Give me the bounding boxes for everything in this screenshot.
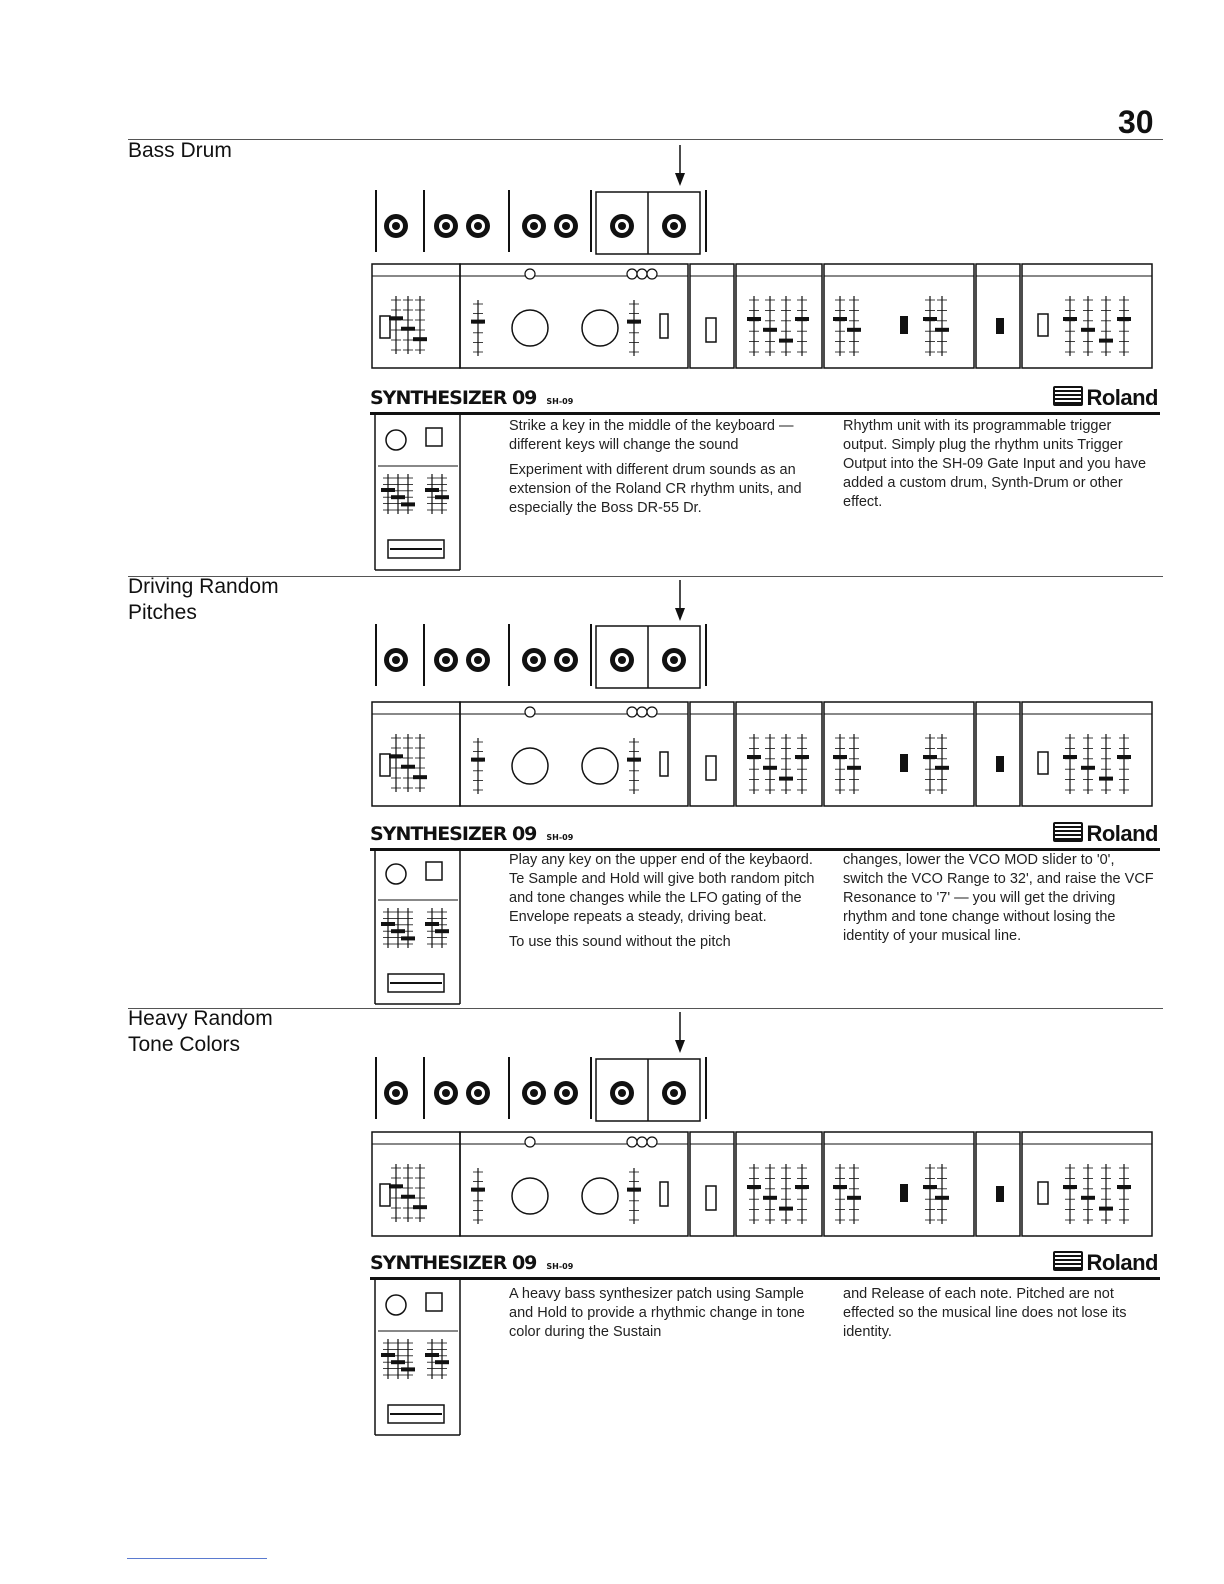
description-column-1	[509, 1285, 824, 1348]
section-title: Bass Drum	[128, 139, 232, 162]
section-title: Heavy Random Tone Colors	[128, 1007, 273, 1056]
roland-mark-icon	[1053, 822, 1083, 842]
paragraph: Strike a key in the middle of the keyboard — different keys will change the sound	[509, 418, 794, 453]
synth-control-panel	[370, 262, 1155, 372]
roland-logo: Roland	[1053, 1250, 1158, 1276]
model-name: SYNTHESIZER 09 SH-09	[370, 823, 574, 845]
roland-logo: Roland	[1053, 821, 1158, 847]
description-column-1	[509, 851, 824, 958]
description-column-2	[843, 851, 1155, 952]
brand-bar	[370, 1248, 1160, 1276]
section-rule	[128, 139, 1163, 140]
paragraph: To use this sound without the pitch	[509, 934, 731, 950]
page-number: 30	[1118, 104, 1154, 140]
mini-panel-diagram	[374, 1279, 462, 1437]
description-column-2	[843, 1285, 1155, 1348]
paragraph: A heavy bass synthesizer patch using Sample and Hold to provide a rhythmic change in tone color during the Sustain	[509, 1286, 805, 1340]
mini-panel-diagram	[374, 848, 462, 1006]
arrow-down-icon	[673, 580, 687, 622]
description-column-1	[509, 417, 824, 524]
description-column-2	[843, 417, 1155, 518]
paragraph: Rhythm unit with its programmable trigger output. Simply plug the rhythm units Trigger Output into the SH-09 Gate Input and you have added a custom drum, Synth-Drum or other effect.	[843, 418, 1147, 510]
paragraph: Experiment with different drum sounds as an extension of the Roland CR rhythm units, and especially the Boss DR-55 Dr.	[509, 462, 802, 516]
arrow-down-icon	[673, 1012, 687, 1054]
model-name: SYNTHESIZER 09 SH-09	[370, 387, 574, 409]
jack-panel	[374, 624, 719, 694]
jack-panel	[374, 1057, 719, 1127]
roland-mark-icon	[1053, 1251, 1083, 1271]
footnote-rule	[127, 1558, 267, 1559]
synth-control-panel	[370, 1130, 1155, 1240]
paragraph: and Release of each note. Pitched are not effected so the musical line does not lose its identity.	[843, 1286, 1127, 1340]
brand-bar	[370, 383, 1160, 411]
jack-panel	[374, 190, 719, 260]
brand-bar	[370, 819, 1160, 847]
section-rule	[128, 576, 1163, 577]
paragraph: Play any key on the upper end of the keybaord. Te Sample and Hold will give both random pitch and tone changes while the LFO gating of the Envelope repeats a steady, driving beat.	[509, 852, 815, 925]
arrow-down-icon	[673, 145, 687, 187]
synth-control-panel	[370, 700, 1155, 810]
paragraph: changes, lower the VCO MOD slider to '0', switch the VCO Range to 32', and raise the VCF Resonance to '7' — you will get the driving rhythm and tone change without losing the identity of your musical line.	[843, 852, 1154, 944]
section-rule	[128, 1008, 1163, 1009]
model-name: SYNTHESIZER 09 SH-09	[370, 1252, 574, 1274]
mini-panel-diagram	[374, 414, 462, 572]
section-title: Driving Random Pitches	[128, 575, 279, 624]
roland-mark-icon	[1053, 386, 1083, 406]
roland-logo: Roland	[1053, 385, 1158, 411]
